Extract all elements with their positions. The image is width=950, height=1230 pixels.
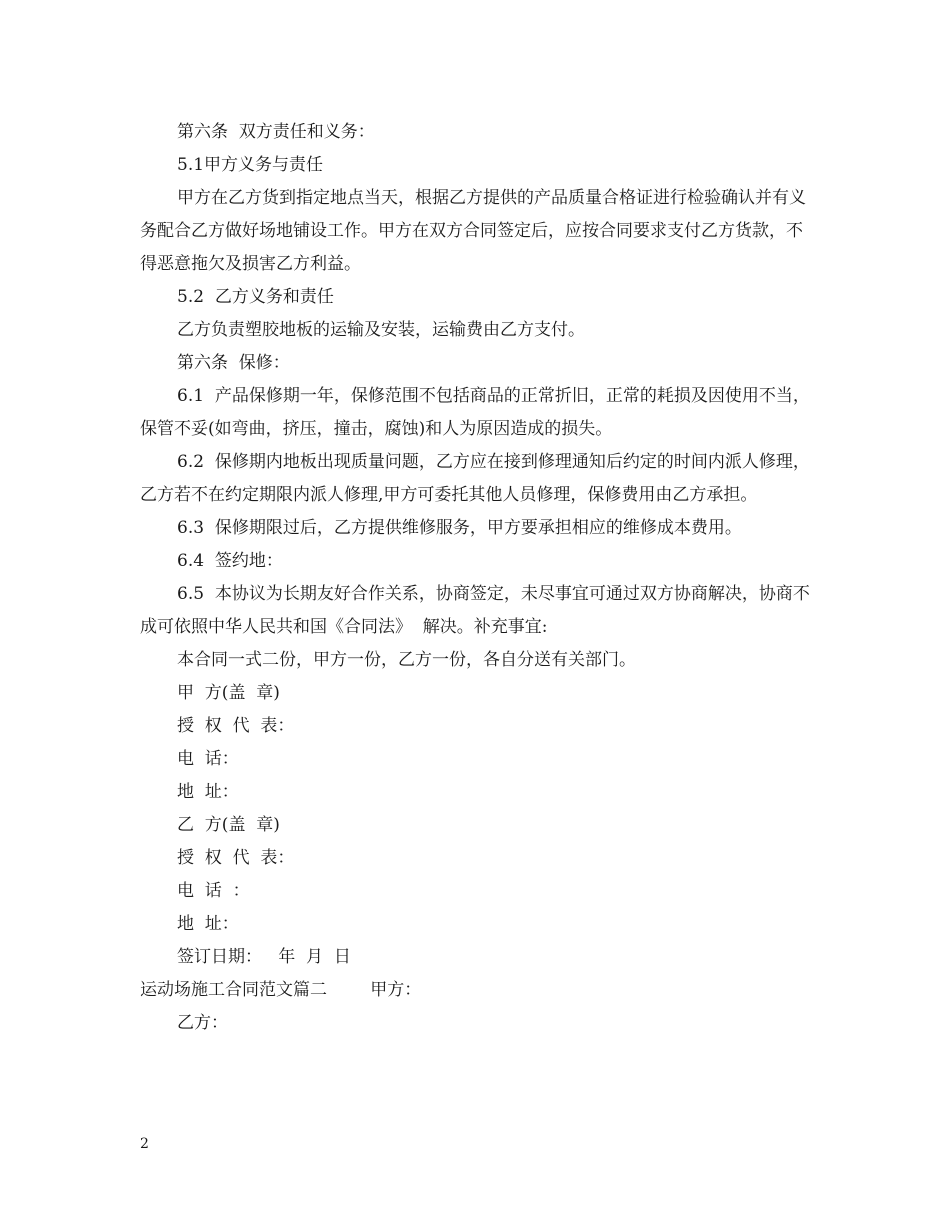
clause-6-2: 6.2 保修期内地板出现质量问题，乙方应在接到修理通知后约定的时间内派人修理，乙方若不在约定期限内派人修理,甲方可委托其他人员修理，保修费用由乙方承担。 bbox=[140, 452, 810, 505]
page-number: 2 bbox=[140, 1136, 149, 1152]
party-b-phone-label: 电 话 ： bbox=[177, 881, 250, 901]
party-a-phone-label: 电 话： bbox=[177, 749, 239, 769]
next-section-party-b-label: 乙方： bbox=[177, 1013, 228, 1033]
signing-date-label: 签订日期： 年 月 日 bbox=[177, 947, 351, 967]
clause-6-1: 6.1 产品保修期一年，保修范围不包括商品的正常折旧，正常的耗损及因使用不当，保管不妥(如弯曲，挤压，撞击，腐蚀)和人为原因造成的损失。 bbox=[140, 386, 810, 439]
party-a-representative-label: 授 权 代 表： bbox=[177, 716, 295, 736]
clause-5-2-heading: 5.2 乙方义务和责任 bbox=[177, 287, 334, 307]
article-6-heading: 第六条 双方责任和义务： bbox=[177, 122, 375, 142]
clause-6-4: 6.4 签约地： bbox=[177, 551, 283, 571]
clause-5-2-body: 乙方负责塑胶地板的运输及安装，运输费由乙方支付。 bbox=[177, 320, 585, 340]
article-6-warranty-heading: 第六条 保修： bbox=[177, 353, 290, 373]
clause-5-1-body: 甲方在乙方货到指定地点当天，根据乙方提供的产品质量合格证进行检验确认并有义务配合乙方做好场地铺设工作。甲方在双方合同签定后，应按合同要求支付乙方货款，不得恶意拖欠及损害乙方利益。 bbox=[140, 188, 806, 274]
document-body bbox=[140, 116, 812, 1040]
party-b-address-label: 地 址： bbox=[177, 914, 239, 934]
next-section-title: 运动场施工合同范文篇二 甲方： bbox=[140, 980, 422, 1000]
party-a-address-label: 地 址： bbox=[177, 782, 239, 802]
party-a-seal-label: 甲 方(盖 章) bbox=[177, 683, 280, 703]
party-b-seal-label: 乙 方(盖 章) bbox=[177, 815, 280, 835]
clause-5-1-heading: 5.1甲方义务与责任 bbox=[177, 155, 324, 175]
copies-note: 本合同一式二份，甲方一份，乙方一份，各自分送有关部门。 bbox=[177, 650, 636, 670]
clause-6-3: 6.3 保修期限过后，乙方提供维修服务，甲方要承担相应的维修成本费用。 bbox=[177, 518, 742, 538]
party-b-representative-label: 授 权 代 表： bbox=[177, 848, 295, 868]
clause-6-5: 6.5 本协议为长期友好合作关系，协商签定，未尽事宜可通过双方协商解决，协商不成可依照中华人民共和国《合同法》 解决。补充事宜: bbox=[140, 584, 810, 637]
